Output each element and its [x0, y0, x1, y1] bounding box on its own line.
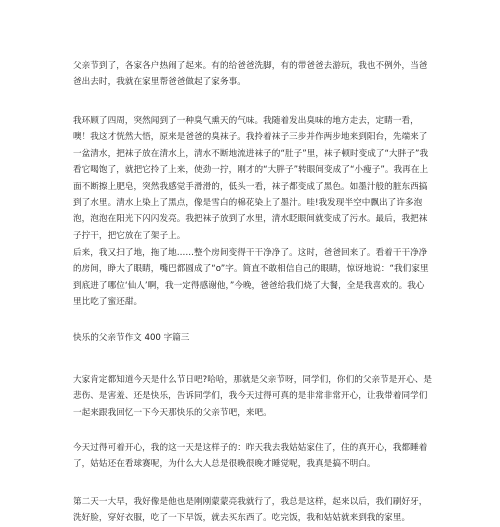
paragraph-2: 我环顾了四周，突然闻到了一种臭气熏天的气味。我随着发出臭味的地方走去，定睛一看，噢！我这才恍然大悟，原来是爸爸的臭袜子。我拎着袜子三步并作两步地来到阳台，先端来了一盆清水，把袜子放在清水上，清水不断地流进袜子的“肚子”里，袜子顿时变成了“大胖子”我看它喝饱了，就把它拎了上来，使劲一拧，刚才的“大胖子”转眼间变成了“小瘦子”。我再在上面不断擦上肥皂，突然我感觉手滑滑的，低头一看，袜子都变成了黑色。如墨汁般的脏东西搞到了水里。清水上染上了黑点，像是雪白的棉花染上了墨汁。哇!我发现半空中飘出了许多泡泡，泡泡在阳光下闪闪发亮。我把袜子放到了水里，清水眨眼间就变成了污水。最后，我把袜子拧干，把它放在了架子上。	[73, 116, 429, 241]
section-heading: 快乐的父亲节作文 400 字篇三	[73, 333, 190, 343]
paragraph-5: 今天过得可着开心，我的这一天是这样子的：昨天我去我姑姑家住了，住的真开心，我都睡着了，姑姑还在看球赛呢，为什么大人总是很晚很晚才睡觉呢，我真是搞不明白。	[73, 443, 428, 470]
paragraph-1: 父亲节到了，各家各户热闹了起来。有的给爸爸洗脚，有的带爸爸去游玩，我也不例外，当爸爸出去时，我就在家里帮爸爸做起了家务事。	[73, 61, 428, 88]
paragraph-4: 大家肯定都知道今天是什么节日吧?哈哈，那就是父亲节呀，同学们，你们的父亲节是开心、是悲伤、是害羞、还是快乐，告诉同学们，我今天过得可真的是非常非常开心，让我带着同学们一起来跟我回忆一下今天那快乐的父亲节吧，来吧。	[73, 375, 433, 418]
paragraph-3: 后来，我又扫了地，拖了地……整个房间变得干干净净了。这时，爸爸回来了。看着干干净净的房间，睁大了眼睛，嘴巴都圆成了“o”字。简直不敢相信自己的眼睛，惊讶地说：“我们家里到底进了哪位‘仙人’啊，我一定得感谢他，”今晚，爸爸给我们烧了大餐，全是我喜欢的。我心里比吃了蜜还甜。	[73, 248, 429, 308]
paragraph-6: 第二天一大早，我好像是他也是刚刚蒙蒙亮我就行了，我总是这样，起来以后，我们刷好牙，洗好脸，穿好衣服，吃了一下早饭，就去买东西了。吃完饭，我和姑姑就来到我的家里。	[73, 497, 428, 524]
